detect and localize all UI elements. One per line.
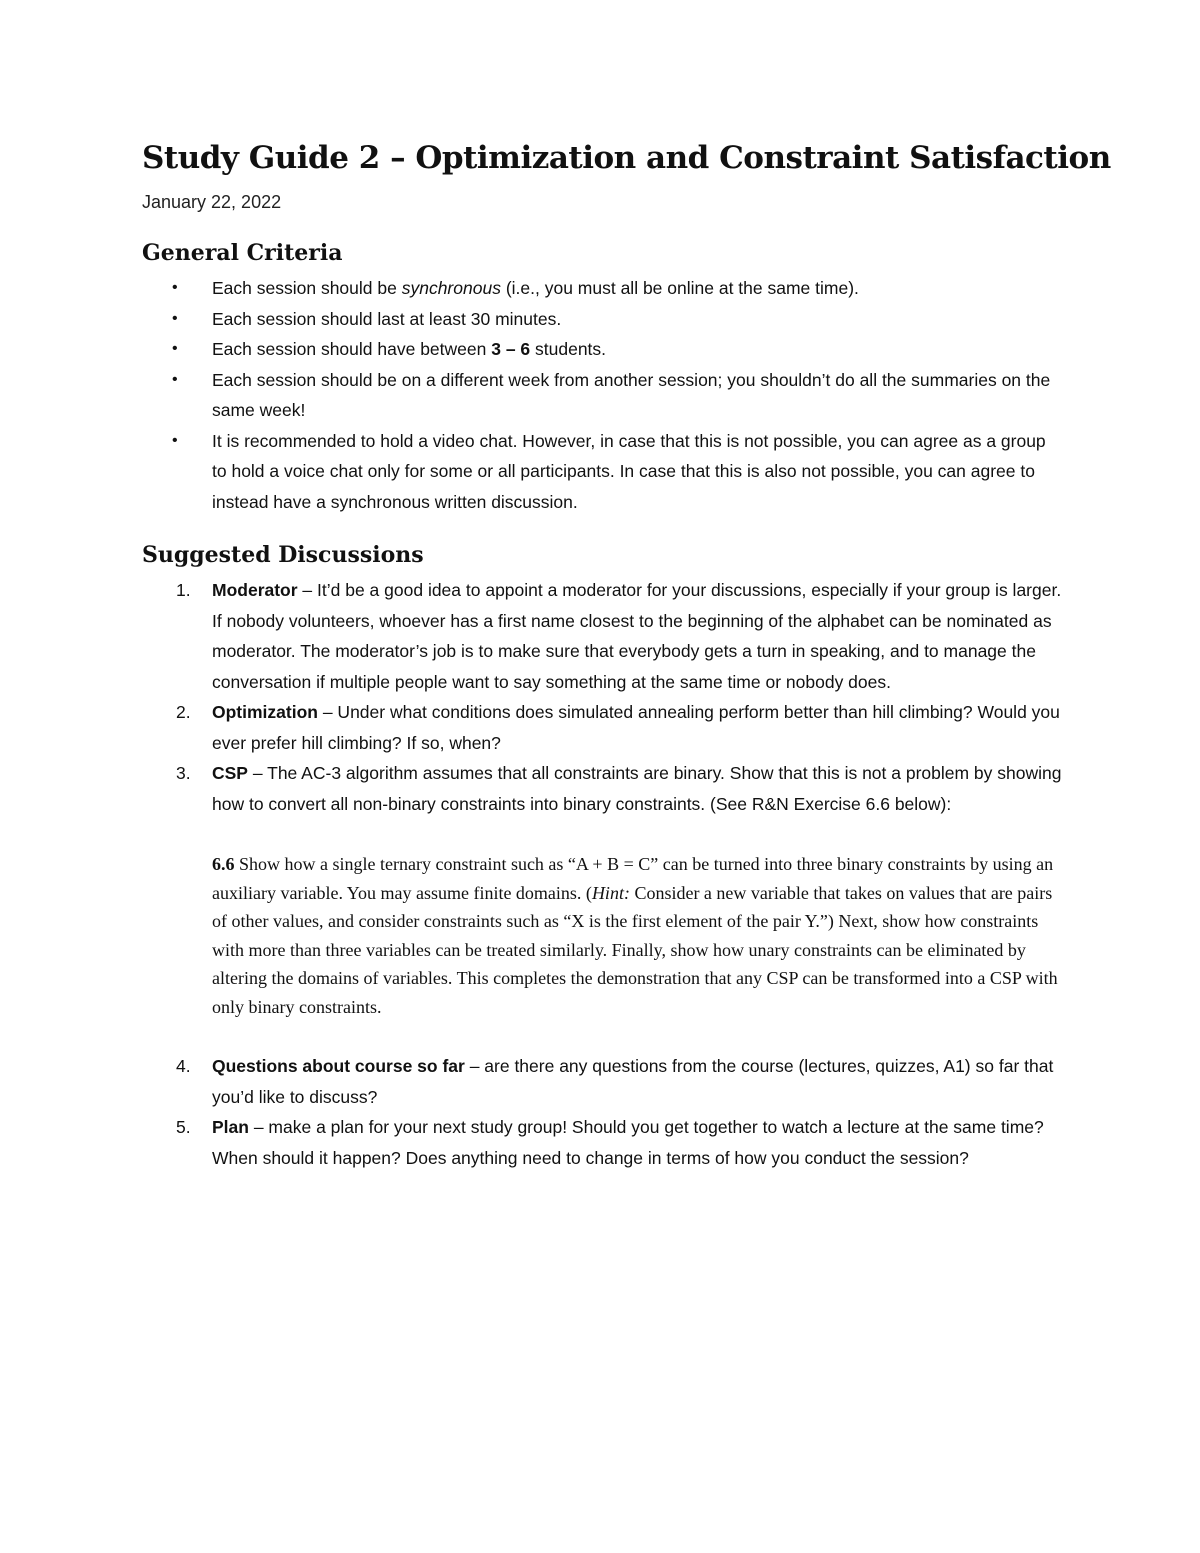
document-title: Study Guide 2 – Optimization and Constraint Satisfaction xyxy=(142,140,1111,176)
list-item-text: Each session should be on a different week from another session; you shouldn’t do all the summaries on the same week! xyxy=(212,369,1051,420)
emphasis-text: synchronous xyxy=(401,278,501,298)
hint-label: Hint: xyxy=(591,882,630,903)
list-item xyxy=(142,334,1062,365)
item-heading: Plan xyxy=(212,1117,249,1137)
strong-text: 3 – 6 xyxy=(491,339,531,359)
spacer xyxy=(212,1021,1062,1051)
list-item xyxy=(142,365,1062,426)
bullet-icon: • xyxy=(172,279,178,296)
item-heading: Optimization xyxy=(212,702,318,722)
list-item-text: Each session should have between xyxy=(212,339,492,359)
list-item-text: – Under what conditions does simulated annealing perform better than hill climbing? Would you ever prefer hill climbing? If so, when? xyxy=(212,702,1060,753)
bullet-icon: • xyxy=(172,431,178,449)
section-heading-suggested-discussions: Suggested Discussions xyxy=(142,542,424,568)
list-item xyxy=(142,697,1062,758)
list-item-text: – It’d be a good idea to appoint a moderator for your discussions, especially if your group is larger. If nobody volunteers, whoever has a first name closest to the beginning of the alphabet can be nominated as moderator. The moderator’s job is to make sure that everybody gets a turn in speaking, and to manage the conversation if multiple people want to say something at the same time or nobody does. xyxy=(212,580,1062,692)
list-item-text: Each session should be xyxy=(212,278,402,298)
exercise-number: 6.6 xyxy=(212,854,235,874)
list-item-text: It is recommended to hold a video chat. However, in case that this is not possible, you can agree as a group to hold a voice chat only for some or all participants. In case that this is also not possible, you can agree to instead have a synchronous written discussion. xyxy=(212,430,1046,512)
bullet-icon: • xyxy=(172,340,178,357)
suggested-discussions-list xyxy=(142,575,1062,1173)
list-item-text: – make a plan for your next study group! Should you get together to watch a lecture at the same time? When should it happen? Does anything need to change in terms of how you conduct the session? xyxy=(212,1117,1044,1168)
item-heading: Questions about course so far xyxy=(212,1056,465,1076)
list-item-text: – The AC-3 algorithm assumes that all constraints are binary. Show that this is not a problem by showing how to convert all non-binary constraints into binary constraints. (See R&N Exercise 6.6 below): xyxy=(212,763,1062,814)
exercise-text: Show how a single ternary constraint such as “A + B = C” can be turned into three binary constraints by using an auxiliary variable. You may assume finite domains. ( xyxy=(212,854,1054,903)
bullet-icon: • xyxy=(172,370,178,388)
list-item xyxy=(142,758,1062,1051)
exercise-text: Consider a new variable that takes on values that are pairs of other values, and consider constraints such as “X is the first element of the pair Y.”) Next, show how constraints with more than three variables can be treated similarly. Finally, show how unary constraints can be eliminated by altering the domains of variables. This completes the demonstration that any CSP can be transformed into a CSP with only binary constraints. xyxy=(212,882,1058,1017)
list-number: 1. xyxy=(176,580,191,600)
list-item xyxy=(142,426,1062,518)
list-number: 2. xyxy=(176,702,191,722)
list-item xyxy=(142,304,1062,335)
list-item xyxy=(142,273,1062,304)
exercise-quote xyxy=(212,850,1062,1021)
list-item xyxy=(142,1051,1062,1112)
list-number: 4. xyxy=(176,1056,191,1076)
list-number: 3. xyxy=(176,763,191,783)
list-number: 5. xyxy=(176,1117,191,1137)
list-item xyxy=(142,575,1062,697)
section-heading-general-criteria: General Criteria xyxy=(142,240,343,266)
list-item-text: Each session should last at least 30 minutes. xyxy=(212,308,562,329)
general-criteria-list xyxy=(142,273,1062,517)
list-item-text: – are there any questions from the course (lectures, quizzes, A1) so far that you’d like to discuss? xyxy=(212,1056,1054,1107)
list-item-text: students. xyxy=(530,339,607,359)
document-date: January 22, 2022 xyxy=(142,192,282,212)
list-item-text: (i.e., you must all be online at the same time). xyxy=(500,278,859,298)
bullet-icon: • xyxy=(172,309,178,327)
item-heading: CSP xyxy=(212,763,248,783)
list-item xyxy=(142,1112,1062,1173)
item-heading: Moderator xyxy=(212,580,298,600)
